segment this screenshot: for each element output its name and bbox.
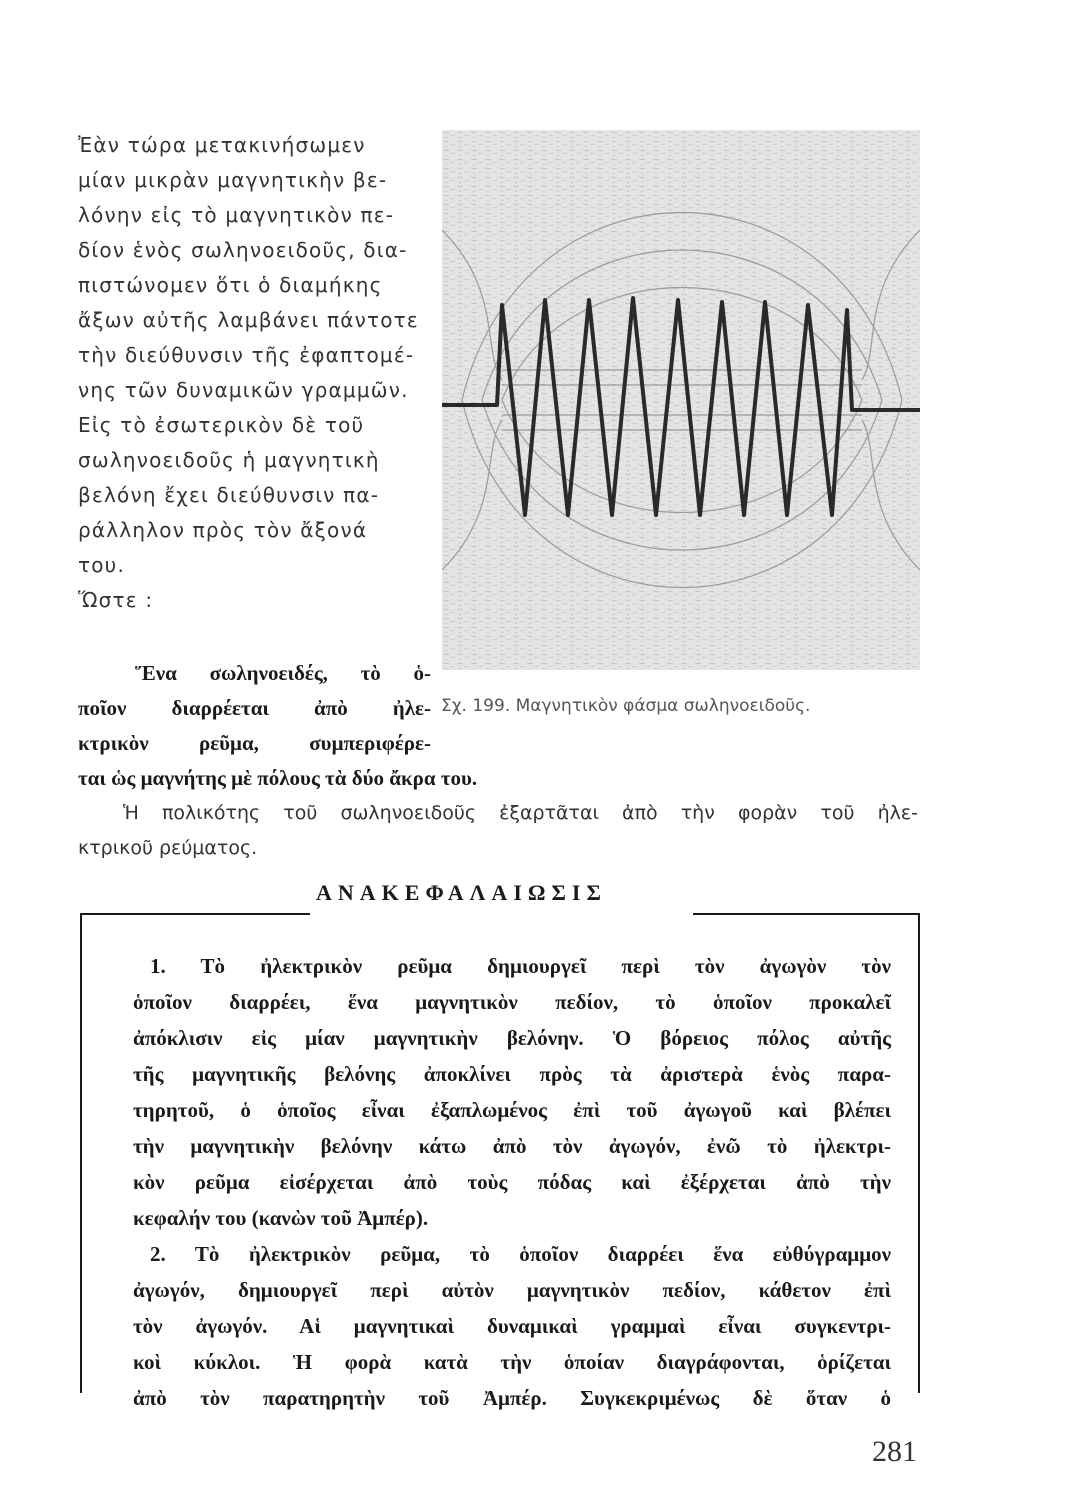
text-line: κτρικὸν ρεῦμα, συμπεριφέρε- — [78, 731, 431, 755]
text-line: Ὥστε : — [78, 588, 154, 612]
summary-rule-right — [693, 913, 920, 915]
text-line: ὁποῖον διαρρέει, ἕνα μαγνητικὸν πεδίον, τὸ ὁποῖον προκαλεῖ — [133, 990, 891, 1014]
summary-rule-left — [80, 913, 310, 915]
text-line: κὸν ρεῦμα εἰσέρχεται ἀπὸ τοὺς πόδας καὶ ἐξέρχεται ἀπὸ τὴν — [133, 1170, 891, 1194]
summary-border-left — [80, 913, 82, 1393]
text-line: ἀγωγόν, δημιουργεῖ περὶ αὐτὸν μαγνητικὸν πεδίον, κάθετον ἐπὶ — [133, 1278, 891, 1302]
page-number: 281 — [872, 1435, 917, 1468]
figure-caption: Σχ. 199. Μαγνητικὸν φάσμα σωληνοειδοῦς. — [441, 696, 811, 716]
text-line: Ἐὰν τώρα μετακινήσωμεν — [78, 133, 366, 157]
text-line: τὴν διεύθυνσιν τῆς ἐφαπτομέ- — [78, 343, 415, 367]
text-line: ράλληλον πρὸς τὸν ἄξονά — [78, 518, 368, 542]
text-line: κεφαλήν του (κανὼν τοῦ Ἀμπέρ). — [133, 1206, 429, 1230]
text-line: ἄξων αὐτῆς λαμβάνει πάντοτε — [78, 308, 419, 332]
text-line: βελόνη ἔχει διεύθυνσιν πα- — [78, 483, 380, 507]
text-line: λόνην εἰς τὸ μαγνητικὸν πε- — [78, 203, 395, 227]
summary-title: ΑΝΑΚΕΦΑΛΑΙΩΣΙΣ — [316, 880, 607, 905]
summary-border-right — [918, 913, 920, 1393]
text-line: σωληνοειδοῦς ἡ μαγνητικὴ — [78, 448, 380, 472]
text-line: Ἡ πολικότης τοῦ σωληνοειδοῦς ἐξαρτᾶται ἀπὸ τὴν φορὰν τοῦ ἠλε- — [123, 802, 918, 824]
text-line: νης τῶν δυναμικῶν γραμμῶν. — [78, 378, 409, 402]
text-line: πιστώνομεν ὅτι ὁ διαμήκης — [78, 273, 383, 297]
text-line: μίαν μικρὰν μαγνητικὴν βε- — [78, 168, 388, 192]
text-line: κοὶ κύκλοι. Ἡ φορὰ κατὰ τὴν ὁποίαν διαγράφονται, ὁρίζεται — [133, 1350, 891, 1374]
text-line: ἀπόκλισιν εἰς μίαν μαγνητικὴν βελόνην. Ὁ βόρειος πόλος αὐτῆς — [133, 1026, 891, 1050]
text-line: 2. Τὸ ἠλεκτρικὸν ρεῦμα, τὸ ὁποῖον διαρρέει ἕνα εὐθύγραμμον — [150, 1242, 891, 1266]
text-line: τὴν μαγνητικὴν βελόνην κάτω ἀπὸ τὸν ἀγωγόν, ἐνῶ τὸ ἠλεκτρι- — [133, 1134, 891, 1158]
solenoid-figure — [442, 130, 920, 670]
text-line: τῆς μαγνητικῆς βελόνης ἀποκλίνει πρὸς τὰ ἀριστερὰ ἑνὸς παρα- — [133, 1062, 891, 1086]
text-line: Ἕνα σωληνοειδές, τὸ ὁ- — [135, 661, 431, 685]
text-line: τηρητοῦ, ὁ ὁποῖος εἶναι ἐξαπλωμένος ἐπὶ τοῦ ἀγωγοῦ καὶ βλέπει — [133, 1098, 891, 1122]
text-line: τὸν ἀγωγόν. Αἱ μαγνητικαὶ δυναμικαὶ γραμμαὶ εἶναι συγκεντρι- — [133, 1314, 891, 1338]
text-line: δίον ἑνὸς σωληνοειδοῦς, δια- — [78, 238, 408, 262]
text-line: του. — [78, 553, 126, 577]
text-line: ται ὡς μαγνήτης μὲ πόλους τὰ δύο ἄκρα του. — [78, 766, 478, 790]
text-line: κτρικοῦ ρεύματος. — [78, 837, 258, 859]
text-line: Εἰς τὸ ἐσωτερικὸν δὲ τοῦ — [78, 413, 365, 437]
text-line: 1. Τὸ ἠλεκτρικὸν ρεῦμα δημιουργεῖ περὶ τὸν ἀγωγὸν τὸν — [150, 954, 891, 978]
text-line: ἀπὸ τὸν παρατηρητὴν τοῦ Ἀμπέρ. Συγκεκριμένως δὲ ὅταν ὁ — [133, 1386, 891, 1410]
text-line: ποῖον διαρρέεται ἀπὸ ἠλε- — [78, 696, 431, 720]
